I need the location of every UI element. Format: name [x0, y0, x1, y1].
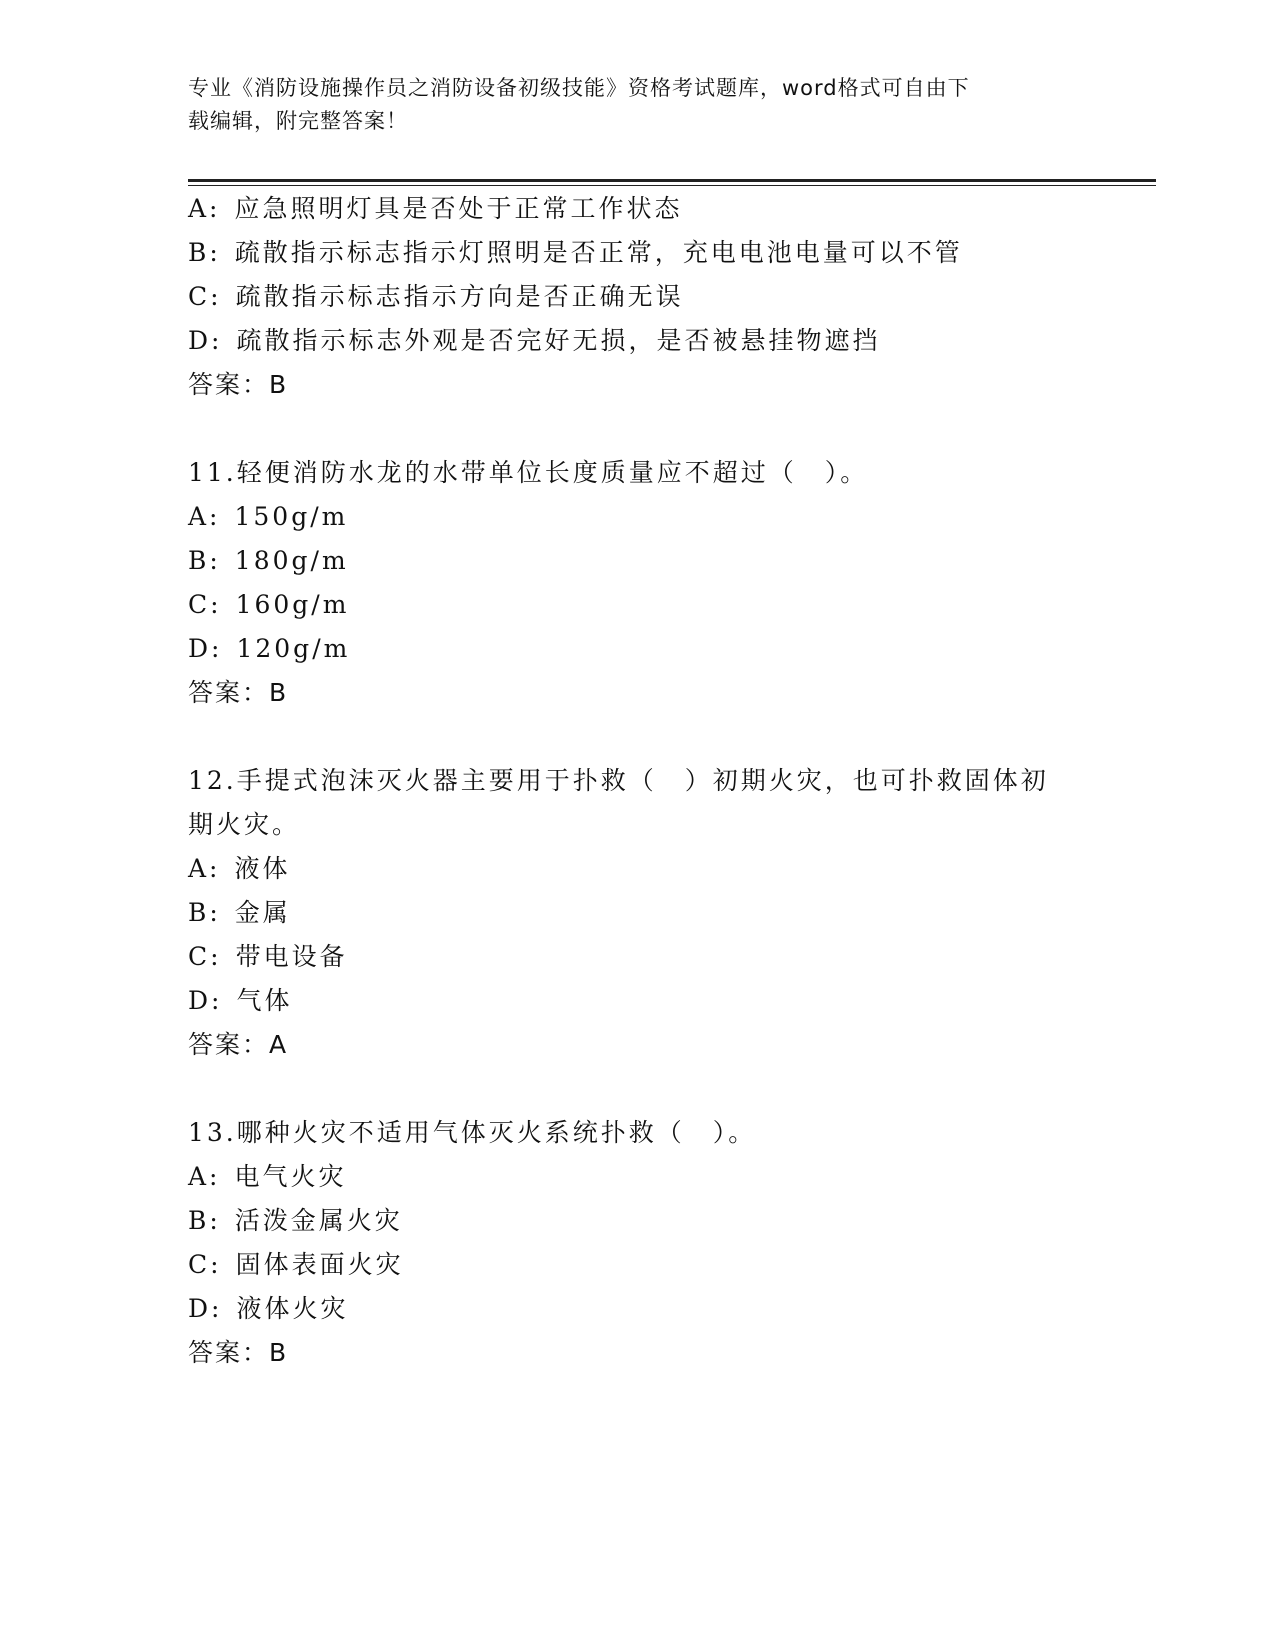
q13-answer: 答案：B: [188, 1338, 289, 1367]
option-text: 金属: [234, 898, 291, 927]
option-label: B:: [188, 238, 221, 267]
header-line-2: 载编辑，附完整答案！: [188, 109, 408, 133]
option-label: B:: [188, 898, 221, 927]
header-line-1: 专业《消防设施操作员之消防设备初级技能》资格考试题库，word格式可自由下: [188, 76, 970, 100]
option-text: 160g/m: [235, 590, 350, 619]
option-text: 疏散指示标志指示方向是否正确无误: [235, 282, 684, 311]
option-text: 120g/m: [236, 634, 351, 663]
q13-option-b: [188, 1204, 403, 1238]
option-text: 疏散指示标志外观是否完好无损，是否被悬挂物遮挡: [236, 326, 881, 355]
option-label: C:: [188, 942, 222, 971]
q12-question-line-2: 期火灾。: [188, 810, 301, 839]
q11-option-d: [188, 632, 350, 666]
document-header: [188, 72, 1068, 138]
option-text: 液体火灾: [236, 1294, 349, 1323]
option-label: D:: [188, 986, 223, 1015]
header-divider-thick: [188, 179, 1156, 182]
option-text: 气体: [236, 986, 293, 1015]
option-label: C:: [188, 282, 222, 311]
q12-option-b: [188, 896, 291, 930]
q11-option-a: [188, 500, 348, 534]
option-label: C:: [188, 1250, 222, 1279]
q13-option-a: [188, 1160, 347, 1194]
option-text: 活泼金属火灾: [234, 1206, 403, 1235]
header-divider-thin: [188, 185, 1156, 186]
option-text: 应急照明灯具是否处于正常工作状态: [234, 194, 683, 223]
option-text: 电气火灾: [234, 1162, 347, 1191]
option-label: A:: [188, 1162, 221, 1191]
option-label: B:: [188, 1206, 221, 1235]
option-label: A:: [188, 194, 221, 223]
q10-option-d: [188, 324, 880, 358]
q12-option-c: [188, 940, 348, 974]
option-label: D:: [188, 1294, 223, 1323]
q13-option-d: [188, 1292, 348, 1326]
option-label: C:: [188, 590, 222, 619]
q13-option-c: [188, 1248, 404, 1282]
q12-option-a: [188, 852, 291, 886]
q11-option-b: [188, 544, 349, 578]
q10-answer: 答案：B: [188, 370, 289, 399]
q13-question: 13.哪种火灾不适用气体灭火系统扑救（ ）。: [188, 1118, 757, 1147]
option-text: 固体表面火灾: [235, 1250, 404, 1279]
q11-question: 11.轻便消防水龙的水带单位长度质量应不超过（ ）。: [188, 458, 869, 487]
option-text: 带电设备: [235, 942, 348, 971]
q11-answer: 答案：B: [188, 678, 289, 707]
option-label: A:: [188, 854, 221, 883]
option-text: 180g/m: [234, 546, 349, 575]
q12-answer: 答案：A: [188, 1030, 289, 1059]
option-text: 疏散指示标志指示灯照明是否正常，充电电池电量可以不管: [234, 238, 963, 267]
option-text: 150g/m: [234, 502, 349, 531]
option-label: D:: [188, 634, 223, 663]
option-label: D:: [188, 326, 223, 355]
q10-option-a: [188, 192, 683, 226]
q12-question-line-1: 12.手提式泡沫灭火器主要用于扑救（ ）初期火灾，也可扑救固体初: [188, 766, 1049, 795]
option-text: 液体: [234, 854, 291, 883]
q12-option-d: [188, 984, 292, 1018]
q10-option-b: [188, 236, 963, 270]
option-label: B:: [188, 546, 221, 575]
q11-option-c: [188, 588, 349, 622]
option-label: A:: [188, 502, 221, 531]
q10-option-c: [188, 280, 684, 314]
